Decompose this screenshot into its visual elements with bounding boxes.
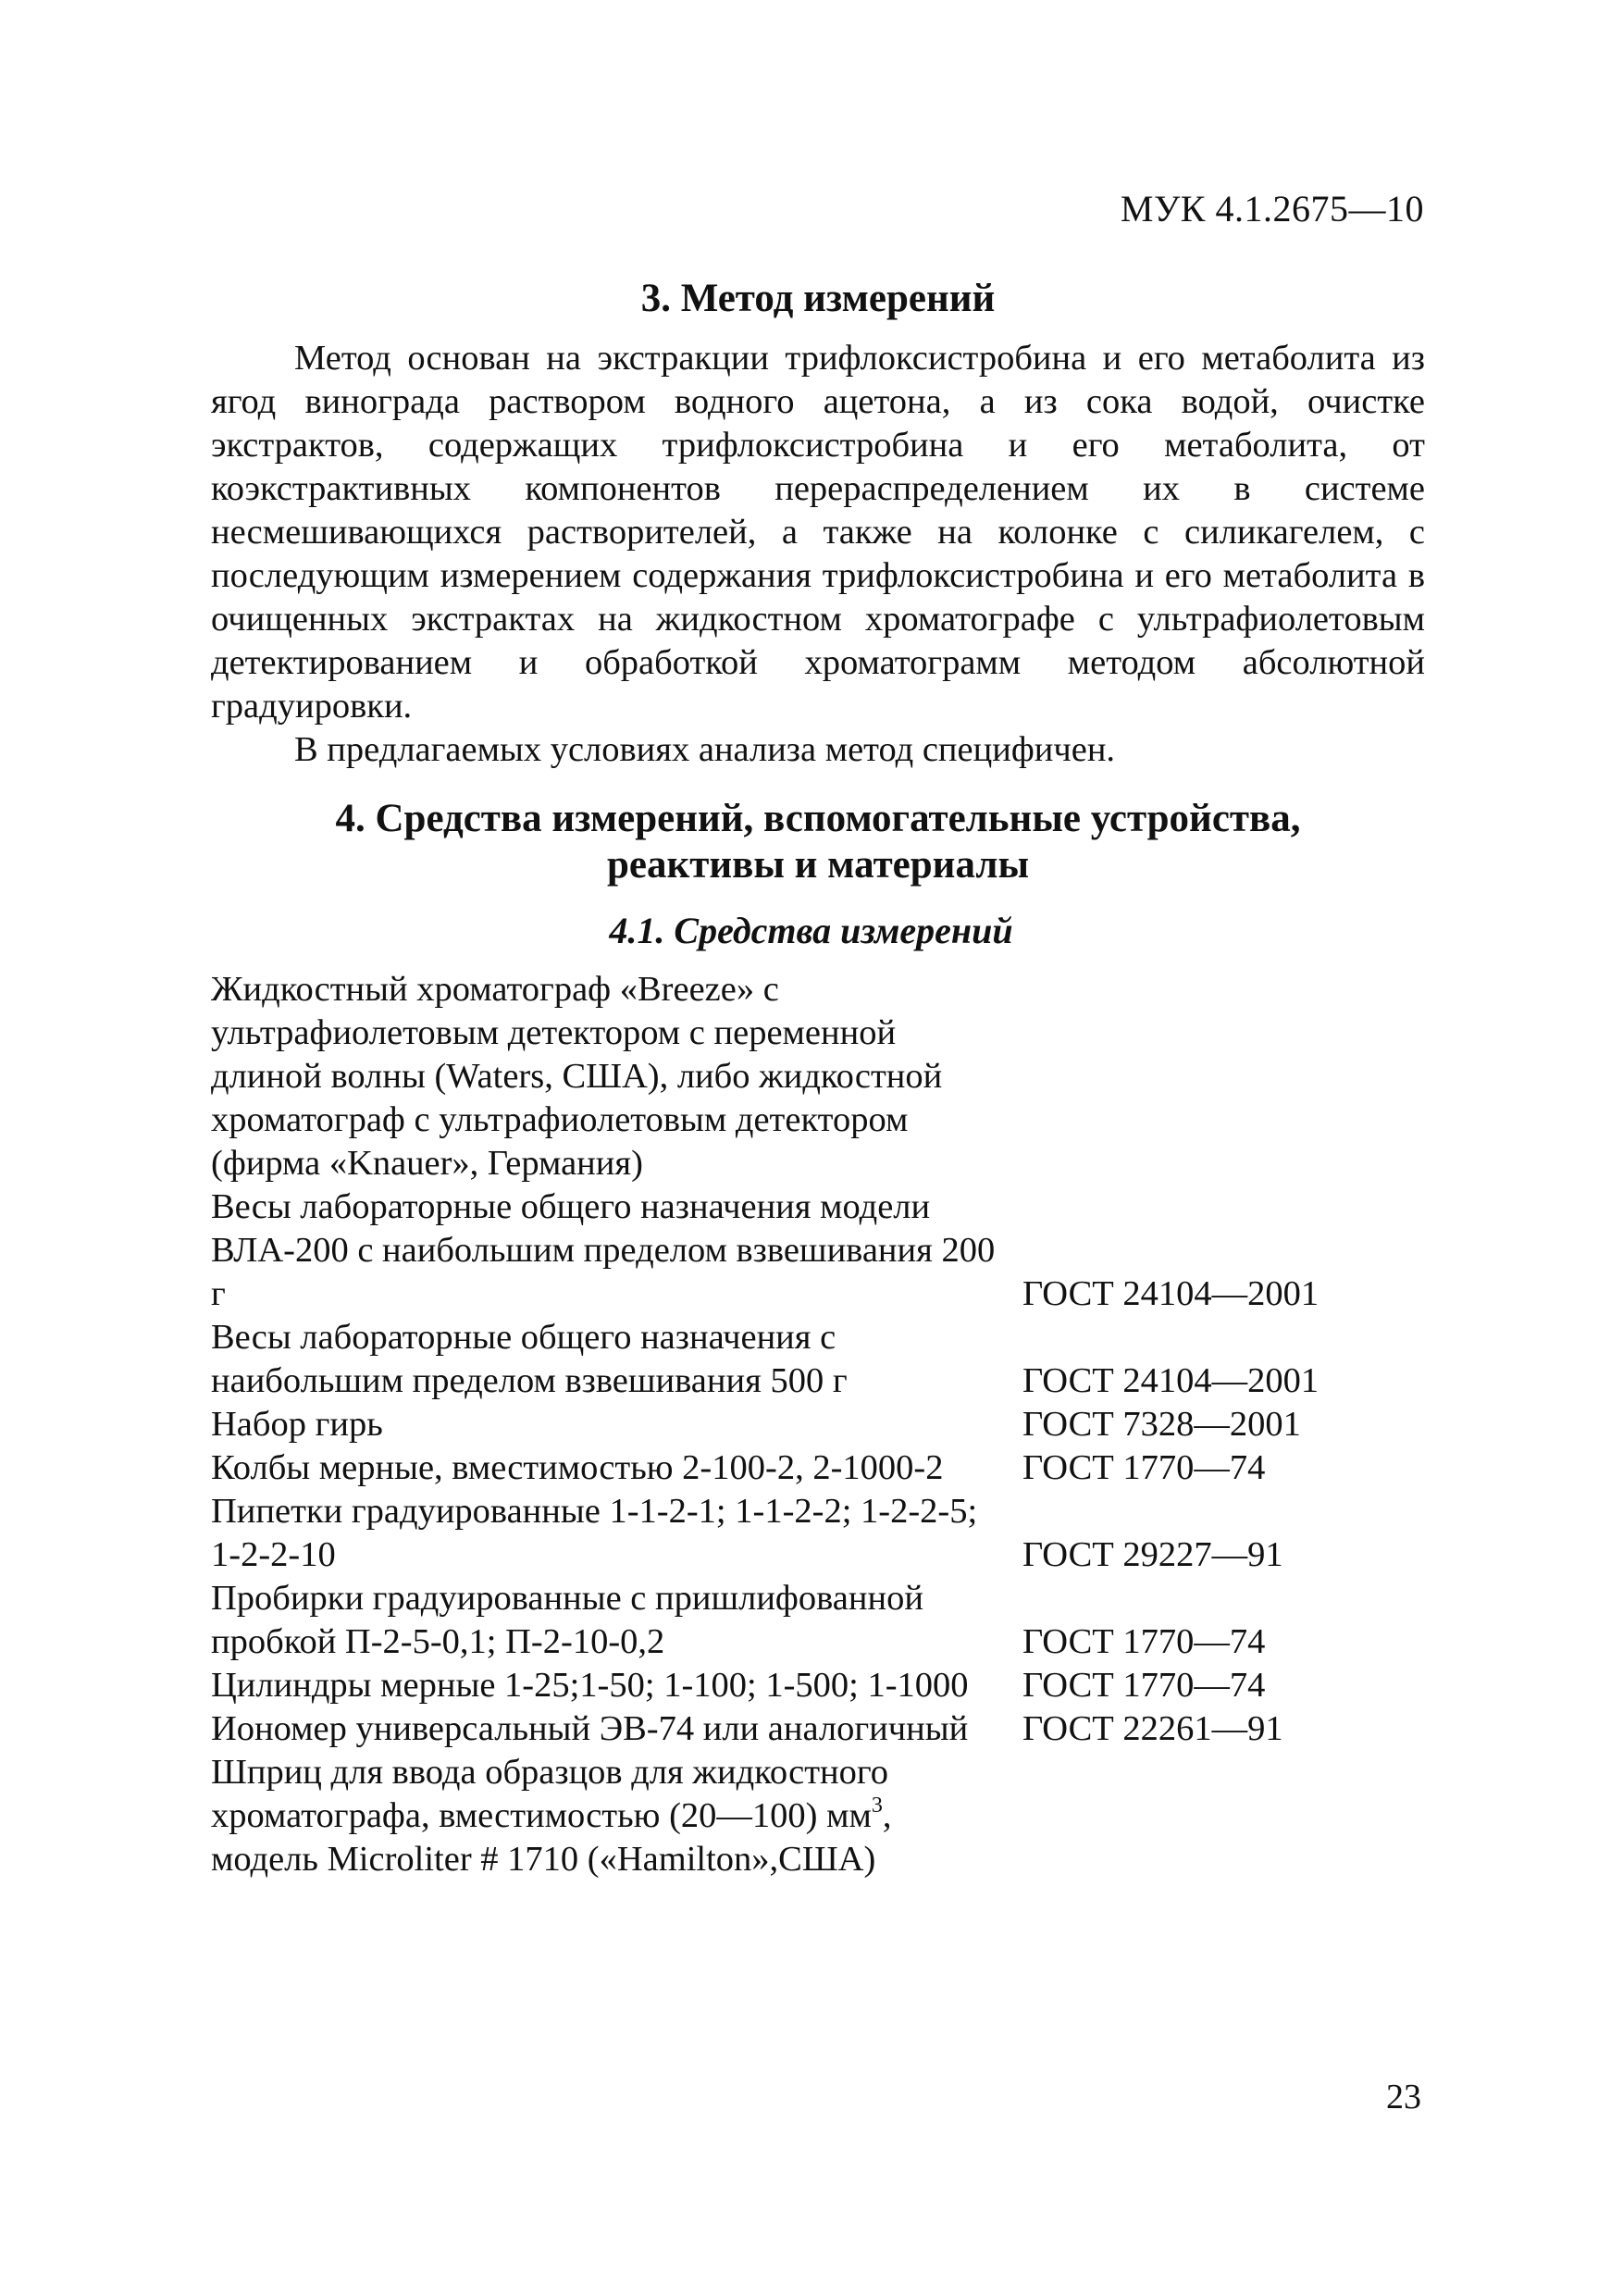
document-code: МУК 4.1.2675—10	[1120, 188, 1424, 230]
section-4-title	[211, 796, 1425, 888]
section-3-title: 3. Метод измерений	[640, 277, 996, 320]
equipment-standard: ГОСТ 7328—2001	[1022, 1405, 1301, 1444]
equipment-standard	[1022, 1751, 1319, 1881]
table-row	[211, 1185, 1319, 1316]
equipment-name-part-1: Шприц для ввода образцов для жидкостного хроматографа, вместимостью (20—100) мм	[211, 1753, 888, 1835]
table-row	[211, 1707, 1319, 1751]
equipment-name: Пипетки градуированные 1-1-2-1; 1-1-2-2; 1-2-2-5; 1-2-2-10	[211, 1492, 978, 1574]
equipment-standard: ГОСТ 22261—91	[1022, 1709, 1283, 1748]
table-row	[211, 1490, 1319, 1577]
equipment-name: Набор гирь	[211, 1405, 383, 1444]
equipment-name-part-2: , модель Microliter # 1710 («Hamilton»,США)	[211, 1796, 892, 1879]
table-row	[211, 1403, 1319, 1446]
page-content	[211, 276, 1425, 1881]
table-row	[211, 1446, 1319, 1490]
section-3-paragraph-2: В предлагаемых условиях анализа метод специфичен.	[294, 730, 1116, 769]
section-3-paragraph-1: Метод основан на экстракции трифлоксистробина и его метаболита из ягод винограда раствором водного ацетона, а из сока водой, очистке экстрактов, содержащих трифлоксистробина и его метаболита, от коэкстрактивных компонентов перераспределением их в системе несмешивающихся растворителей, а также на колонке с силикагелем, с последующим измерением содержания трифлоксистробина и его метаболита в очищенных экстрактах на жидкостном хроматографе с ультрафиолетовым детектированием и обработкой хроматограмм методом абсолютной градуировки.	[211, 339, 1425, 726]
equipment-name: Пробирки градуированные с пришлифованной пробкой П-2-5-0,1; П-2-10-0,2	[211, 1579, 923, 1661]
table-row	[211, 1316, 1319, 1403]
equipment-standard: ГОСТ 29227—91	[1022, 1535, 1283, 1574]
section-4-title-line-2: реактивы и материалы	[606, 843, 1030, 887]
section-4-title-line-1: 4. Средства измерений, вспомогательные устройства,	[335, 797, 1301, 840]
table-row	[211, 1751, 1319, 1881]
equipment-name: Иономер универсальный ЭВ-74 или аналогичный	[211, 1709, 969, 1748]
equipment-name: Весы лабораторные общего назначения модели ВЛА-200 с наибольшим пределом взвешивания 200 г	[211, 1187, 996, 1313]
equipment-standard: ГОСТ 24104—2001	[1022, 1274, 1319, 1313]
equipment-name: Весы лабораторные общего назначения с наибольшим пределом взвешивания 500 г	[211, 1318, 848, 1400]
equipment-table	[211, 968, 1319, 1881]
equipment-standard: ГОСТ 1770—74	[1022, 1622, 1266, 1661]
subsection-4-1-title: 4.1. Средства измерений	[609, 910, 1013, 951]
equipment-name: Колбы мерные, вместимостью 2-100-2, 2-1000-2	[211, 1448, 944, 1487]
equipment-standard: ГОСТ 1770—74	[1022, 1666, 1266, 1705]
equipment-standard: ГОСТ 1770—74	[1022, 1448, 1266, 1487]
equipment-standard: ГОСТ 24104—2001	[1022, 1361, 1319, 1400]
table-row	[211, 1577, 1319, 1664]
equipment-name: Цилиндры мерные 1-25;1-50; 1-100; 1-500; 1-1000	[211, 1666, 969, 1705]
table-row	[211, 968, 1319, 1185]
superscript-3: 3	[871, 1793, 883, 1818]
equipment-name: Жидкостный хроматограф «Breeze» с ультрафиолетовым детектором с переменной длиной волны (Waters, США), либо жидкостной хроматограф с ультрафиолетовым детектором (фирма «Knauer», Германия)	[211, 970, 943, 1183]
equipment-name	[211, 1751, 1022, 1881]
equipment-standard	[1022, 968, 1319, 1185]
page-number: 23	[1386, 2078, 1421, 2116]
table-row	[211, 1664, 1319, 1707]
